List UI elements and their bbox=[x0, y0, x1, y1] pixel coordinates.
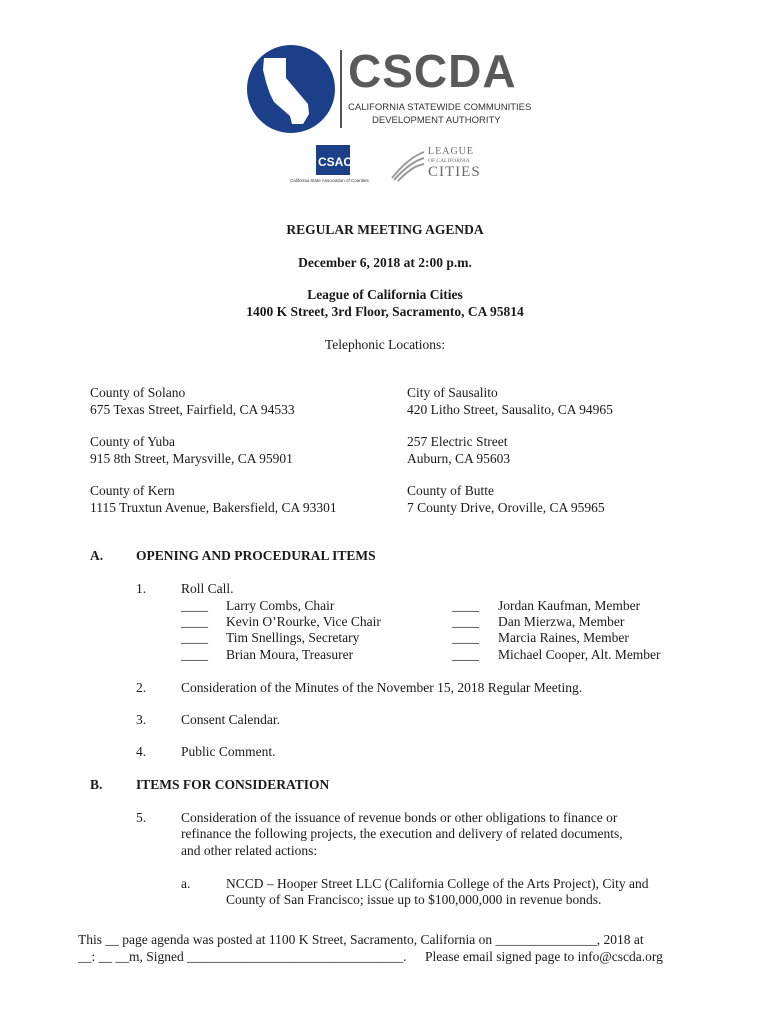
roll-call-blank: ____ bbox=[452, 598, 479, 613]
location-address: 420 Litho Street, Sausalito, CA 94965 bbox=[407, 402, 613, 417]
item-number: 5. bbox=[136, 810, 147, 825]
subitem-letter: a. bbox=[181, 876, 191, 891]
subitem-text-line: NCCD – Hooper Street LLC (California College of the Arts Project), City and bbox=[226, 876, 649, 891]
location-name: County of Yuba bbox=[90, 434, 175, 449]
roll-call-member: Larry Combs, Chair bbox=[226, 598, 335, 613]
location-name: County of Butte bbox=[407, 483, 494, 498]
cscda-logo bbox=[246, 44, 536, 136]
item-number: 4. bbox=[136, 744, 147, 759]
roll-call-blank: ____ bbox=[181, 614, 208, 629]
agenda-title: REGULAR MEETING AGENDA bbox=[286, 222, 484, 237]
item-number: 2. bbox=[136, 680, 147, 695]
cscda-subtitle-2: DEVELOPMENT AUTHORITY bbox=[372, 115, 501, 126]
location-address: 915 8th Street, Marysville, CA 95901 bbox=[90, 451, 293, 466]
item-text-line: Consideration of the issuance of revenue bonds or other obligations to finance or bbox=[181, 810, 618, 825]
posting-notice-line-2: __: __ __m, Signed ________________________________. bbox=[78, 949, 407, 964]
league-line-2: OF CALIFORNIA bbox=[428, 158, 470, 164]
league-line-3: CITIES bbox=[428, 164, 481, 180]
csac-mark: CSAC bbox=[316, 145, 350, 175]
meeting-venue: League of California Cities bbox=[307, 287, 463, 302]
california-map-icon bbox=[246, 44, 336, 134]
csac-logo bbox=[290, 145, 382, 187]
location-address: 7 County Drive, Oroville, CA 95965 bbox=[407, 500, 605, 515]
section-a-title: OPENING AND PROCEDURAL ITEMS bbox=[136, 548, 376, 563]
item-text: Public Comment. bbox=[181, 744, 276, 759]
csac-caption: California State Association of Counties bbox=[290, 178, 369, 183]
roll-call-blank: ____ bbox=[452, 647, 479, 662]
section-b-letter: B. bbox=[90, 777, 103, 792]
location-name: City of Sausalito bbox=[407, 385, 498, 400]
roll-call-label: Roll Call. bbox=[181, 581, 234, 596]
location-name: County of Solano bbox=[90, 385, 186, 400]
roll-call-member: Brian Moura, Treasurer bbox=[226, 647, 354, 662]
roll-call-member: Marcia Raines, Member bbox=[498, 630, 629, 645]
location-name: 257 Electric Street bbox=[407, 434, 508, 449]
meeting-address: 1400 K Street, 3rd Floor, Sacramento, CA 95814 bbox=[246, 304, 524, 319]
item-number: 1. bbox=[136, 581, 147, 596]
roll-call-blank: ____ bbox=[181, 598, 208, 613]
posting-notice-line-1: This __ page agenda was posted at 1100 K Street, Sacramento, California on _______________, 2018 at bbox=[78, 932, 644, 947]
location-address: Auburn, CA 95603 bbox=[407, 451, 511, 466]
section-a-letter: A. bbox=[90, 548, 104, 563]
item-text: Consent Calendar. bbox=[181, 712, 280, 727]
logo-divider bbox=[340, 50, 342, 128]
league-swoosh-icon bbox=[390, 148, 426, 182]
cscda-subtitle-1: CALIFORNIA STATEWIDE COMMUNITIES bbox=[348, 102, 532, 113]
roll-call-member: Michael Cooper, Alt. Member bbox=[498, 647, 661, 662]
section-b-title: ITEMS FOR CONSIDERATION bbox=[136, 777, 330, 792]
item-text-line: refinance the following projects, the execution and delivery of related documents, bbox=[181, 826, 623, 841]
roll-call-member: Jordan Kaufman, Member bbox=[498, 598, 641, 613]
item-text: Consideration of the Minutes of the November 15, 2018 Regular Meeting. bbox=[181, 680, 583, 695]
roll-call-member: Tim Snellings, Secretary bbox=[226, 630, 360, 645]
item-number: 3. bbox=[136, 712, 147, 727]
item-text-line: and other related actions: bbox=[181, 843, 318, 858]
league-logo bbox=[390, 146, 480, 184]
posting-notice-email: Please email signed page to info@cscda.org bbox=[425, 949, 663, 964]
location-address: 675 Texas Street, Fairfield, CA 94533 bbox=[90, 402, 295, 417]
league-line-1: LEAGUE bbox=[428, 146, 474, 157]
roll-call-blank: ____ bbox=[181, 630, 208, 645]
roll-call-blank: ____ bbox=[181, 647, 208, 662]
roll-call-blank: ____ bbox=[452, 614, 479, 629]
telephonic-label: Telephonic Locations: bbox=[324, 337, 446, 352]
cscda-wordmark: CSCDA bbox=[348, 45, 517, 97]
roll-call-blank: ____ bbox=[452, 630, 479, 645]
subitem-text-line: County of San Francisco; issue up to $100,000,000 in revenue bonds. bbox=[226, 892, 602, 907]
roll-call-member: Kevin O’Rourke, Vice Chair bbox=[226, 614, 381, 629]
meeting-date: December 6, 2018 at 2:00 p.m. bbox=[298, 255, 472, 270]
location-name: County of Kern bbox=[90, 483, 175, 498]
location-address: 1115 Truxtun Avenue, Bakersfield, CA 93301 bbox=[90, 500, 337, 515]
roll-call-member: Dan Mierzwa, Member bbox=[498, 614, 625, 629]
